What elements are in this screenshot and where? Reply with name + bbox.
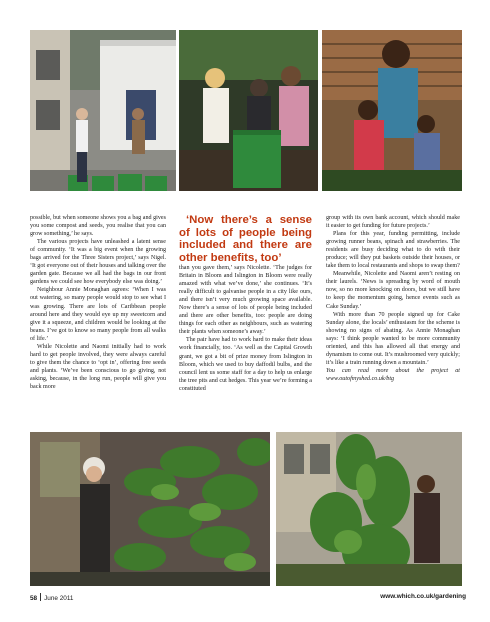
paragraph: than you gave them,’ says Nicolette. ‘The judges for Britain in Bloom and Islington in Bloom were really amazed with what we’ve done,’ she continues. ‘It’s really difficult to galvanise people in a city like ours, and there isn’t very much growing space available. Now there’s a sense of lots of people being included and there are other benefits, too: people are doing things for each other as neighbours, such as watering their plants when someone’s away.’: [179, 265, 312, 336]
photo-family-portrait: [322, 30, 462, 191]
family-photo: [322, 30, 462, 191]
page-number: 58: [30, 595, 38, 602]
paragraph: Neighbour Annie Monaghan agrees: ‘When I was out watering, so many people would stop to see what I was growing. There are lots of Caribbean people around here and they would eye up my sweetcorn and give it a squeeze, and children would be looking at the beans. I’ve got to know so many people from all walks of life.’: [30, 287, 166, 342]
photo-woman-tall-plants: [276, 432, 462, 586]
paragraph: With more than 70 people signed up for Cake Sunday alone, the locals’ enthusiasm for the scheme is showing no signs of abating. As Annie Monaghan says: ‘I think people wanted to be more community oriented, and this has allowed all that energy and dynamism to come out. It’s mushroomed very quickly; it’s like a train running down a mountain.’: [326, 311, 460, 366]
footer-url: www.which.co.uk/gardening: [380, 593, 466, 600]
issue-date: June 2011: [44, 595, 74, 602]
article-column-1: [30, 214, 166, 391]
paragraph: possible, but when someone shows you a bag and gives you some compost and seeds, you realise that you can grow something,’ he says.: [30, 215, 166, 238]
plants-photo: [276, 432, 462, 586]
paragraph: The various projects have unleashed a latent sense of community. ‘It was a big event when the growing bags arrived for the Three Sisters project,’ says Nigel. ‘It got everyone out of their houses and talking over the garden gate. Because we all had the bags in our front gardens we could see how everybody else was doing.’: [30, 239, 166, 286]
article-column-2: [179, 214, 312, 393]
paragraph: The pair have had to work hard to make their ideas work financially, too. ‘As well as the Capital Growth grant, we got a bit of prize money from Islington in Bloom, which we used to buy daffodil bulbs, and the council lent us some staff for a day to help us enlarge the tree pits and cut hedges. This year we’re forming a constituted: [179, 337, 312, 392]
photo-woman-climbing-plants: [30, 432, 270, 586]
photo-women-gardening: [179, 30, 318, 191]
page-footer: [30, 591, 466, 603]
photo-delivery-truck: [30, 30, 176, 191]
closing-note: You can read more about the project at www.outofmyshed.co.uk/btg: [326, 367, 460, 382]
paragraph: group with its own bank account, which should make it easier to get funding for future projects.’: [326, 215, 460, 230]
paragraph: Meanwhile, Nicolette and Naomi aren’t resting on their laurels. ‘News is spreading by word of mouth now, so no more knocking on doors, but we still have to keep the momentum going, hence events such as Cake Sunday.’: [326, 271, 460, 310]
plants-photo: [30, 432, 270, 586]
paragraph: Plans for this year, funding permitting, include growing runner beans, spinach and strawberries. The residents are busy deciding what to do with their produce; will they put baskets outside their houses, or take them to local restaurants and shops to swap them?: [326, 231, 460, 270]
truck-photo: [30, 30, 176, 191]
footer-page-info: [30, 593, 74, 602]
pull-quote: ‘Now there’s a sense of lots of people being included and there are other benefits, too’: [179, 214, 312, 264]
gardening-photo: [179, 30, 318, 191]
article-column-3: [326, 214, 460, 383]
paragraph: While Nicolette and Naomi initially had to work hard to get people involved, they were always careful to give them the chance to ‘opt in’, offering free seeds and plants. ‘We’ve been conscious to go giving, not asking, because, in the long run, people will give you back more: [30, 343, 166, 390]
divider: [40, 593, 41, 601]
